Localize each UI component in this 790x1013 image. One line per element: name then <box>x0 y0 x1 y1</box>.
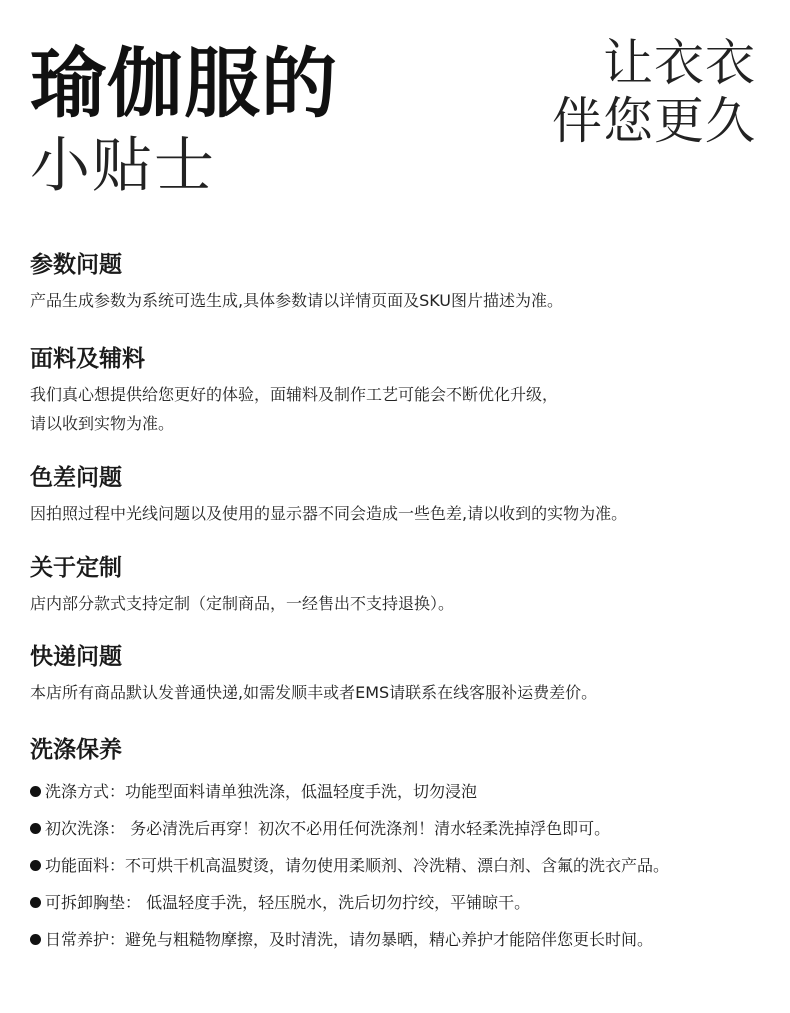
bullet-icon <box>30 786 41 797</box>
section-body <box>30 286 770 315</box>
section-text-line: 请以收到实物为准。 <box>30 414 175 433</box>
section-heading: 洗涤保养 <box>30 737 122 763</box>
section-customization <box>30 553 770 618</box>
section-heading: 参数问题 <box>30 252 122 278</box>
section-text-line: 产品生成参数为系统可选生成,具体参数请以详情页面及SKU图片描述为准。 <box>30 291 564 310</box>
section-washing-care <box>30 735 770 958</box>
care-item-text: 洗涤方式：功能型面料请单独洗涤，低温轻度手洗，切勿浸泡 <box>45 782 478 801</box>
slogan-line-2: 伴您更久 <box>552 92 756 150</box>
section-text-line: 店内部分款式支持定制（定制商品，一经售出不支持退换）。 <box>30 594 455 613</box>
section-fabric <box>30 344 770 438</box>
care-item <box>30 884 770 921</box>
section-text-line: 因拍照过程中光线问题以及使用的显示器不同会造成一些色差,请以收到的实物为准。 <box>30 504 628 523</box>
section-parameters <box>30 250 770 315</box>
page-title: 瑜伽服的 <box>30 39 338 128</box>
care-item-text: 功能面料：不可烘干机高温熨烫，请勿使用柔顺剂、冷洗精、漂白剂、含氟的洗衣产品。 <box>45 856 670 875</box>
section-heading: 面料及辅料 <box>30 346 145 372</box>
bullet-icon <box>30 860 41 871</box>
slogan <box>552 34 756 150</box>
section-body <box>30 499 770 528</box>
section-heading: 快递问题 <box>30 644 122 670</box>
care-item <box>30 810 770 847</box>
section-body <box>30 589 770 618</box>
section-body <box>30 678 770 707</box>
care-item-text: 可拆卸胸垫： 低温轻度手洗，轻压脱水，洗后切勿拧绞，平铺晾干。 <box>45 893 531 912</box>
bullet-icon <box>30 934 41 945</box>
section-shipping <box>30 642 770 707</box>
slogan-line-1: 让衣衣 <box>603 34 756 92</box>
care-item <box>30 847 770 884</box>
care-item <box>30 773 770 810</box>
care-list <box>30 773 770 958</box>
care-item-text: 初次洗涤： 务必清洗后再穿！初次不必用任何洗涤剂！清水轻柔洗掉浮色即可。 <box>45 819 611 838</box>
page-subtitle: 小贴士 <box>30 131 216 201</box>
section-text-line: 我们真心想提供给您更好的体验，面辅料及制作工艺可能会不断优化升级， <box>30 385 559 404</box>
section-text-line: 本店所有商品默认发普通快递,如需发顺丰或者EMS请联系在线客服补运费差价。 <box>30 683 598 702</box>
section-color-difference <box>30 463 770 528</box>
section-heading: 关于定制 <box>30 555 122 581</box>
section-heading: 色差问题 <box>30 465 122 491</box>
bullet-icon <box>30 897 41 908</box>
section-body <box>30 380 770 438</box>
care-item-text: 日常养护：避免与粗糙物摩擦，及时清洗，请勿暴晒，精心养护才能陪伴您更长时间。 <box>45 930 654 949</box>
care-item <box>30 921 770 958</box>
bullet-icon <box>30 823 41 834</box>
